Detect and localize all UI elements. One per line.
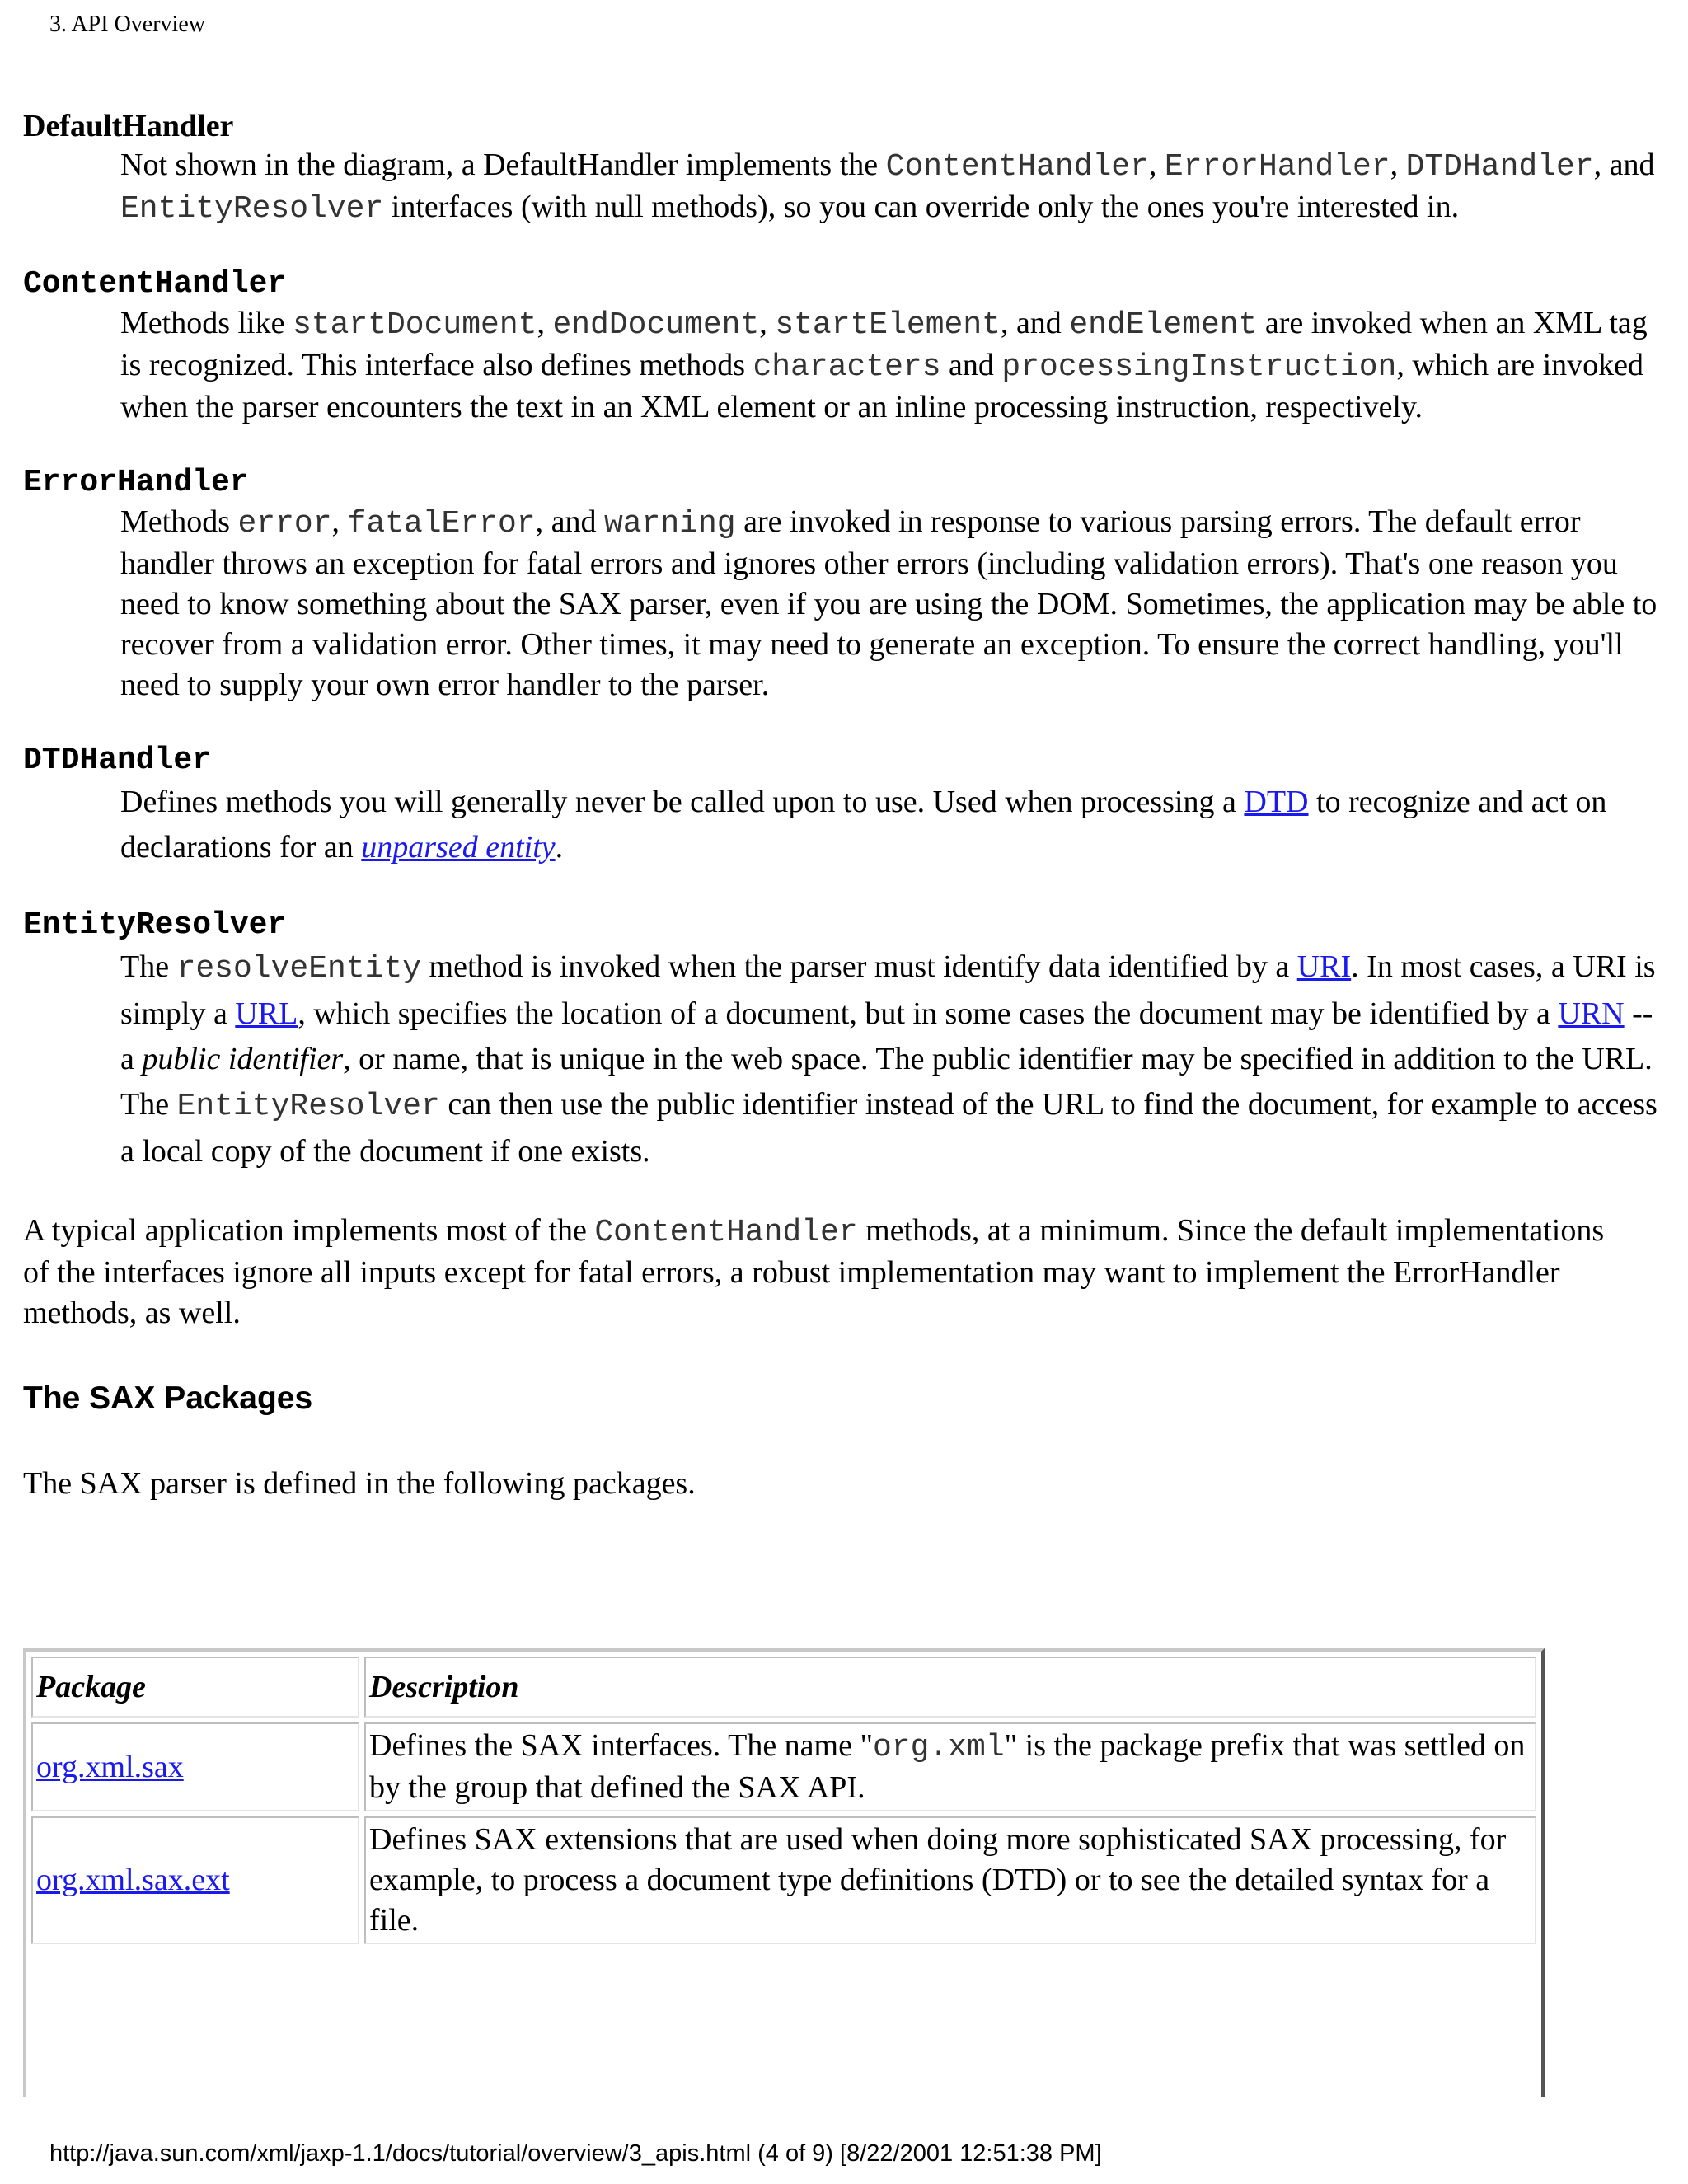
sax-packages-intro: The SAX parser is defined in the following packages. bbox=[23, 1466, 696, 1501]
cell-description: Defines the SAX interfaces. The name "org.xml" is the package prefix that was settled on by the group that defined the SAX API. bbox=[364, 1722, 1536, 1811]
cell-description: Defines SAX extensions that are used when doing more sophisticated SAX processing, for example, to process a document type definitions (DTD) or to see the detailed syntax for a file. bbox=[364, 1816, 1536, 1944]
section-heading-sax-packages: The SAX Packages bbox=[23, 1380, 313, 1416]
link-uri[interactable]: URI bbox=[1296, 949, 1352, 984]
table-row bbox=[31, 1722, 1536, 1811]
link-url[interactable]: URL bbox=[235, 996, 298, 1031]
desc-dtdhandler: Defines methods you will generally never be called upon to use. Used when processing a DTD to recognize and act on declarations for an unparsed entity. bbox=[120, 785, 1607, 865]
cell-package bbox=[31, 1722, 359, 1811]
term-public-identifier: public identifier bbox=[142, 1042, 344, 1076]
desc-errorhandler: Methods error, fatalError, and warning are invoked in response to various parsing errors. The default error handler throws an exception for fatal errors and ignores other errors (including validation errors). That's one reason you need to know something about the SAX parser, even if you are using the DOM. Sometimes, the application may be able to recover from a validation error. Other times, it may need to generate an exception. To ensure the correct handling, you'll need to supply your own error handler to the parser. bbox=[120, 504, 1658, 702]
code-startelement: startElement bbox=[775, 307, 1001, 343]
code-fatalerror: fatalError bbox=[347, 506, 536, 541]
table-row bbox=[31, 1816, 1536, 1944]
term-errorhandler: ErrorHandler bbox=[23, 465, 249, 500]
term-dtdhandler: DTDHandler bbox=[23, 743, 212, 778]
code-characters: characters bbox=[753, 349, 941, 385]
typical-application-paragraph: A typical application implements most of the ContentHandler methods, at a minimum. Since the default implementations of the interfaces ignore all inputs except for fatal errors, a robust implementation may want to implement the ErrorHandler methods, as well. bbox=[23, 1213, 1605, 1330]
code-entityresolver: EntityResolver bbox=[120, 191, 384, 227]
code-startdocument: startDocument bbox=[292, 307, 537, 343]
header-package: Package bbox=[31, 1657, 359, 1718]
table-header-row bbox=[31, 1657, 1536, 1718]
code-resolveentity: resolveEntity bbox=[176, 951, 422, 987]
header-description: Description bbox=[364, 1657, 1536, 1718]
definition-list bbox=[23, 107, 1663, 1174]
code-enddocument: endDocument bbox=[552, 307, 760, 343]
code-endelement: endElement bbox=[1069, 307, 1258, 343]
code-error: error bbox=[237, 506, 332, 541]
code-contenthandler: ContentHandler bbox=[885, 149, 1149, 185]
link-dtd[interactable]: DTD bbox=[1244, 785, 1309, 819]
packages-table bbox=[26, 1652, 1541, 1949]
link-org-xml-sax-ext[interactable]: org.xml.sax.ext bbox=[36, 1863, 230, 1897]
desc-defaulthandler: Not shown in the diagram, a DefaultHandler implements the ContentHandler, ErrorHandler, DTDHandler, and EntityResolver interfaces (with null methods), so you can override only the ones you're interested in. bbox=[120, 148, 1655, 227]
link-org-xml-sax[interactable]: org.xml.sax bbox=[36, 1749, 184, 1784]
running-head: 3. API Overview bbox=[49, 12, 205, 37]
desc-contenthandler: Methods like startDocument, endDocument, startElement, and endElement are invoked when an XML tag is recognized. This interface also defines methods characters and processingInstruction, which are invoked when the parser encounters the text in an XML element or an inline processing instruction, respectively. bbox=[120, 306, 1648, 424]
term-entityresolver: EntityResolver bbox=[23, 907, 287, 943]
code-processinginstruction: processingInstruction bbox=[1001, 349, 1397, 385]
code-contenthandler-2: ContentHandler bbox=[594, 1215, 858, 1250]
link-urn[interactable]: URN bbox=[1558, 996, 1625, 1031]
desc-entityresolver: The resolveEntity method is invoked when the parser must identify data identified by a URI. In most cases, a URI is simply a URL, which specifies the location of a document, but in some cases the document may be identified by a URN -- a public identifier, or name, that is unique in the web space. The public identifier may be specified in addition to the URL. The EntityResolver can then use the public identifier instead of the URL to find the document, for example to access a local copy of the document if one exists. bbox=[120, 949, 1658, 1169]
code-errorhandler: ErrorHandler bbox=[1164, 149, 1390, 185]
term-defaulthandler: DefaultHandler bbox=[23, 109, 234, 143]
packages-table-frame bbox=[23, 1648, 1545, 2097]
code-dtdhandler: DTDHandler bbox=[1405, 149, 1594, 185]
main-content bbox=[23, 107, 1663, 1504]
link-unparsed-entity[interactable]: unparsed entity bbox=[361, 830, 556, 865]
code-org-xml: org.xml bbox=[873, 1730, 1005, 1765]
term-contenthandler: ContentHandler bbox=[23, 266, 287, 302]
page-footer-url: http://java.sun.com/xml/jaxp-1.1/docs/tutorial/overview/3_apis.html (4 of 9) [8/22/2001 12:51:38 PM] bbox=[49, 2140, 1102, 2167]
code-warning: warning bbox=[603, 506, 736, 541]
cell-package bbox=[31, 1816, 359, 1944]
code-entityresolver-2: EntityResolver bbox=[176, 1089, 440, 1124]
